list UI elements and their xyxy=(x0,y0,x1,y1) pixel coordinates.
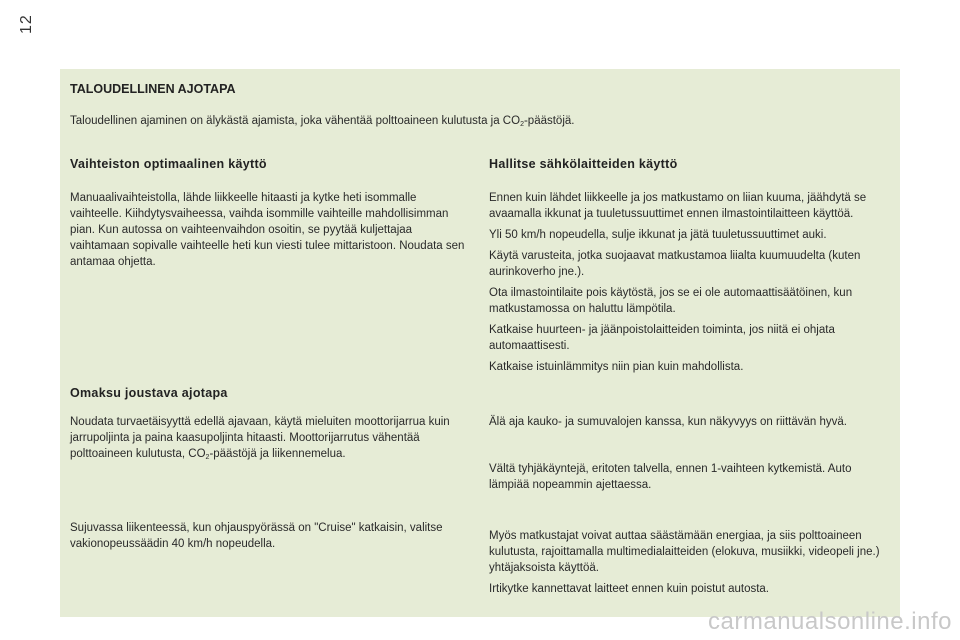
electrical-text xyxy=(489,190,894,380)
eco-driving-panel xyxy=(60,69,900,617)
flexible-driving-p1-sub: 2 xyxy=(205,454,210,461)
idling-text xyxy=(489,461,894,498)
cruise-paragraph: Sujuvassa liikenteessä, kun ohjauspyörässä on "Cruise" katkaisin, valitse vakionopeussäädin 40 km/h nopeudella. xyxy=(70,522,443,550)
gearbox-heading: Vaihteiston optimaalinen käyttö xyxy=(70,157,267,171)
flexible-driving-paragraph-1 xyxy=(70,414,470,466)
flexible-driving-text xyxy=(70,414,470,471)
cruise-text xyxy=(70,520,470,557)
lights-paragraph: Älä aja kauko- ja sumuvalojen kanssa, kun näkyvyys on riittävän hyvä. xyxy=(489,416,847,428)
intro-text-after: -päästöjä. xyxy=(523,115,575,127)
electrical-heading: Hallitse sähkölaitteiden käyttö xyxy=(489,157,678,171)
electrical-paragraph-3: Käytä varusteita, jotka suojaavat matkustamoa liialta kuumuudelta (kuten aurinkoverho jne.). xyxy=(489,250,861,278)
lights-text xyxy=(489,414,894,435)
intro-text-before: Taloudellinen ajaminen on älykästä ajamista, joka vähentää polttoaineen kulutusta ja CO xyxy=(70,115,521,127)
intro-text-sub: 2 xyxy=(520,121,524,128)
page-number: 12 xyxy=(18,14,35,34)
flexible-driving-p1-before: Noudata turvaetäisyyttä edellä ajavaan, käytä mieluiten moottorijarrua kuin jarrupoljinta ja paina kaasupoljinta hitaasti. Moottorijarrutus vähentää polttoaineen kulutusta, CO xyxy=(70,416,450,460)
passengers-paragraph: Myös matkustajat voivat auttaa säästämään energiaa, ja siis polttoaineen kulutusta, rajoittamalla multimedialaitteiden (elokuva, musiikki, videopeli jne.) yhtäjaksoista käyttöä. xyxy=(489,530,880,574)
main-title: TALOUDELLINEN AJOTAPA xyxy=(70,82,236,96)
idling-paragraph: Vältä tyhjäkäyntejä, eritoten talvella, ennen 1-vaihteen kytkemistä. Auto lämpiää nopeammin ajettaessa. xyxy=(489,463,852,491)
intro-text xyxy=(70,114,574,132)
watermark: carmanualsonline.info xyxy=(708,608,952,635)
gearbox-paragraph: Manuaalivaihteistolla, lähde liikkeelle hitaasti ja kytke heti isommalle vaihteelle. Kiihdytysvaiheessa, vaihda isommille vaihteille mahdollisimman pian. Kun autossa on vaihteenvaihdon osoitin, se pyytää kuljettajaa vaihtamaan sopivalle vaihteelle heti kun viesti tulee mittaristoon. Noudata sen antamaa ohjetta. xyxy=(70,192,465,268)
passengers-text xyxy=(489,528,894,602)
electrical-paragraph-6: Katkaise istuinlämmitys niin pian kuin mahdollista. xyxy=(489,361,744,373)
gearbox-text xyxy=(70,190,470,275)
electrical-paragraph-2: Yli 50 km/h nopeudella, sulje ikkunat ja jätä tuuletussuuttimet auki. xyxy=(489,229,827,241)
electrical-paragraph-5: Katkaise huurteen- ja jäänpoistolaitteiden toiminta, jos niitä ei ohjata automaattisesti. xyxy=(489,324,835,352)
devices-paragraph: Irtikytke kannettavat laitteet ennen kuin poistut autosta. xyxy=(489,583,770,595)
flexible-driving-p1-after: -päästöjä ja liikennemelua. xyxy=(209,448,346,460)
electrical-paragraph-1: Ennen kuin lähdet liikkeelle ja jos matkustamo on liian kuuma, jäähdytä se avaamalla ikkunat ja tuuletussuuttimet ennen ilmastointilaitteen käyttöä. xyxy=(489,192,867,220)
electrical-paragraph-4: Ota ilmastointilaite pois käytöstä, jos se ei ole automaattisäätöinen, kun matkustamossa on haluttu lämpötila. xyxy=(489,287,853,315)
flexible-driving-heading: Omaksu joustava ajotapa xyxy=(70,386,228,400)
